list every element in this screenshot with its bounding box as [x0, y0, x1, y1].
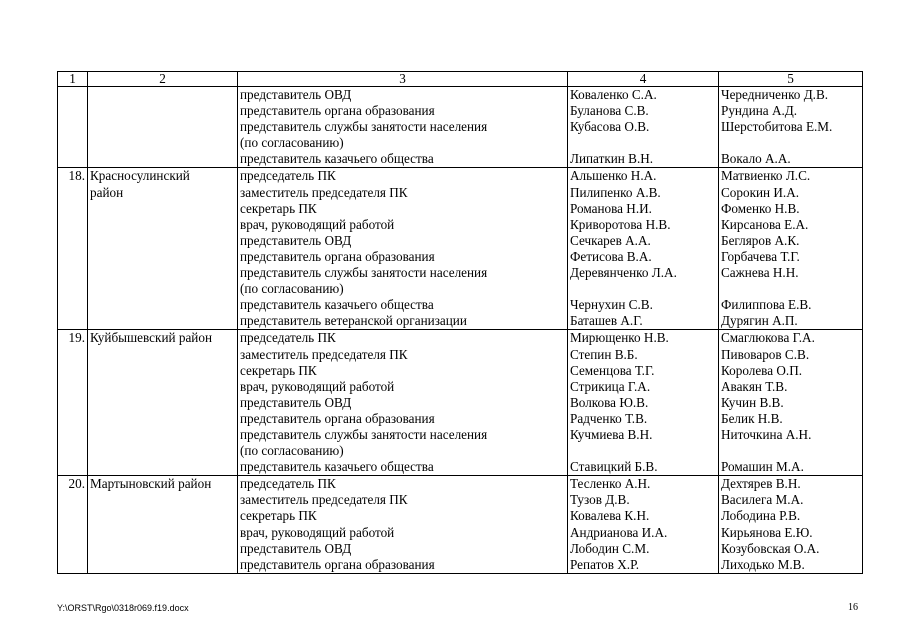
deputy-name-cell [719, 168, 863, 330]
row-number-cell: 19. [58, 330, 88, 476]
role-line: представитель службы занятости населения [240, 265, 488, 281]
deputy-name-line: Ниточкина А.Н. [721, 426, 812, 442]
member-name-line: Романова Н.И. [570, 200, 652, 216]
member-name-line: Ставицкий Б.В. [570, 459, 658, 475]
member-name-line: Степин В.Б. [570, 346, 638, 362]
deputy-name-line: Ромашин М.А. [721, 459, 804, 475]
member-name-line: Сечкарев А.А. [570, 232, 651, 248]
role-line: представитель службы занятости населения [240, 119, 488, 135]
deputy-name-cell [719, 476, 863, 574]
deputy-name-line: Белик Н.В. [721, 410, 783, 426]
member-name-line: Липаткин В.Н. [570, 151, 654, 167]
role-line: представитель ОВД [240, 232, 352, 248]
role-line: секретарь ПК [240, 508, 317, 524]
member-name-line: Мирющенко Н.В. [570, 330, 669, 346]
member-name-cell [568, 87, 719, 168]
header-cell-5: 5 [719, 72, 863, 87]
member-name-line: Баташев А.Г. [570, 313, 643, 329]
deputy-name-line: Лиходько М.В. [721, 556, 805, 572]
role-line: секретарь ПК [240, 200, 317, 216]
header-cell-4: 4 [568, 72, 719, 87]
district-cell [88, 168, 238, 330]
member-name-line: Буланова С.В. [570, 103, 649, 119]
member-name-line: Кубасова О.В. [570, 119, 650, 135]
role-line: (по согласованию) [240, 135, 344, 151]
role-line: представитель органа образования [240, 556, 435, 572]
table-row [58, 476, 863, 574]
deputy-name-line: Рундина А.Д. [721, 103, 798, 119]
role-line: (по согласованию) [240, 443, 344, 459]
member-name-line: Радченко Т.В. [570, 410, 648, 426]
member-name-line: Фетисова В.А. [570, 248, 652, 264]
deputy-name-line: Королева О.П. [721, 362, 803, 378]
role-line: представитель органа образования [240, 248, 435, 264]
deputy-name-line: Кучин В.В. [721, 394, 784, 410]
member-name-line: Альшенко Н.А. [570, 168, 657, 184]
role-line: представитель ОВД [240, 87, 352, 102]
role-line: (по согласованию) [240, 281, 344, 297]
role-line: представитель казачьего общества [240, 151, 434, 167]
deputy-name-line: Чередниченко Д.В. [721, 87, 829, 102]
member-name-line: Кучмиева В.Н. [570, 426, 653, 442]
row-number-cell: 18. [58, 168, 88, 330]
deputy-name-line: Матвиенко Л.С. [721, 168, 811, 184]
district-line: Куйбышевский район [90, 330, 213, 346]
table-row [58, 87, 863, 168]
deputy-name-line: Козубовская О.А. [721, 540, 820, 556]
role-cell [238, 330, 568, 476]
deputy-name-cell [719, 330, 863, 476]
deputy-name-line: Кирсанова Е.А. [721, 216, 809, 232]
deputy-name-line: Лободина Р.В. [721, 508, 801, 524]
member-name-cell [568, 168, 719, 330]
member-name-cell [568, 330, 719, 476]
table-row [58, 330, 863, 476]
member-name-cell [568, 476, 719, 574]
member-name-line: Волкова Ю.В. [570, 394, 649, 410]
role-line: представитель органа образования [240, 410, 435, 426]
member-name-line: Тесленко А.Н. [570, 476, 651, 492]
table-body [58, 72, 863, 574]
role-line: представитель органа образования [240, 103, 435, 119]
member-name-line [570, 135, 716, 151]
deputy-name-line: Пивоваров С.В. [721, 346, 810, 362]
member-name-line: Чернухин С.В. [570, 297, 653, 313]
deputy-name-line [721, 135, 860, 151]
row-number-cell [58, 87, 88, 168]
header-row [58, 72, 863, 87]
deputy-name-line: Вокало А.А. [721, 151, 791, 167]
member-name-line [570, 443, 716, 459]
role-cell [238, 87, 568, 168]
role-line: врач, руководящий работой [240, 216, 395, 232]
deputy-name-line: Кирьянова Е.Ю. [721, 524, 813, 540]
deputy-name-cell [719, 87, 863, 168]
member-name-line: Стрикица Г.А. [570, 378, 651, 394]
deputy-name-line: Василега М.А. [721, 492, 804, 508]
deputy-name-line [721, 443, 860, 459]
role-cell [238, 476, 568, 574]
role-line: заместитель председателя ПК [240, 346, 408, 362]
deputy-name-line: Горбачева Т.Г. [721, 248, 800, 264]
member-name-line: Деревянченко Л.А. [570, 265, 677, 281]
district-line: район [90, 184, 124, 200]
role-line: врач, руководящий работой [240, 378, 395, 394]
member-name-line: Пилипенко А.В. [570, 184, 661, 200]
deputy-name-line: Сорокин И.А. [721, 184, 800, 200]
member-name-line: Ковалева К.Н. [570, 508, 650, 524]
district-cell [88, 330, 238, 476]
role-line: представитель казачьего общества [240, 297, 434, 313]
role-line: заместитель председателя ПК [240, 492, 408, 508]
district-line: Мартыновский район [90, 476, 212, 492]
member-name-line: Коваленко С.А. [570, 87, 657, 102]
district-cell [88, 87, 238, 168]
deputy-name-line: Дурягин А.П. [721, 313, 798, 329]
row-number-cell: 20. [58, 476, 88, 574]
role-line: врач, руководящий работой [240, 524, 395, 540]
deputy-name-line: Сажнева Н.Н. [721, 265, 799, 281]
member-name-line: Репатов Х.Р. [570, 556, 640, 572]
committee-table [57, 71, 863, 574]
deputy-name-line: Авакян Т.В. [721, 378, 788, 394]
district-line: Красносулинский [90, 168, 190, 184]
deputy-name-line: Шерстобитова Е.М. [721, 119, 833, 135]
role-line: представитель службы занятости населения [240, 426, 488, 442]
member-name-line [570, 281, 716, 297]
role-line: председатель ПК [240, 330, 336, 346]
role-line: представитель ОВД [240, 540, 352, 556]
role-line: представитель казачьего общества [240, 459, 434, 475]
table-row [58, 168, 863, 330]
deputy-name-line: Фоменко Н.В. [721, 200, 800, 216]
deputy-name-line: Смаглюкова Г.А. [721, 330, 815, 346]
footer-file-path: Y:\ORST\Rgo\0318r069.f19.docx [57, 603, 189, 613]
member-name-line: Семенцова Т.Г. [570, 362, 655, 378]
header-cell-2: 2 [88, 72, 238, 87]
role-line: представитель ветеранской организации [240, 313, 467, 329]
member-name-line: Андрианова И.А. [570, 524, 668, 540]
deputy-name-line: Дехтярев В.Н. [721, 476, 801, 492]
deputy-name-line: Филиппова Е.В. [721, 297, 812, 313]
deputy-name-line [721, 281, 860, 297]
member-name-line: Криворотова Н.В. [570, 216, 671, 232]
district-cell [88, 476, 238, 574]
role-line: председатель ПК [240, 476, 336, 492]
role-line: секретарь ПК [240, 362, 317, 378]
header-cell-3: 3 [238, 72, 568, 87]
role-cell [238, 168, 568, 330]
footer-page-number: 16 [848, 602, 858, 613]
member-name-line: Тузов Д.В. [570, 492, 630, 508]
member-name-line: Лободин С.М. [570, 540, 650, 556]
role-line: представитель ОВД [240, 394, 352, 410]
role-line: председатель ПК [240, 168, 336, 184]
header-cell-1: 1 [58, 72, 88, 87]
deputy-name-line: Бегляров А.К. [721, 232, 800, 248]
role-line: заместитель председателя ПК [240, 184, 408, 200]
